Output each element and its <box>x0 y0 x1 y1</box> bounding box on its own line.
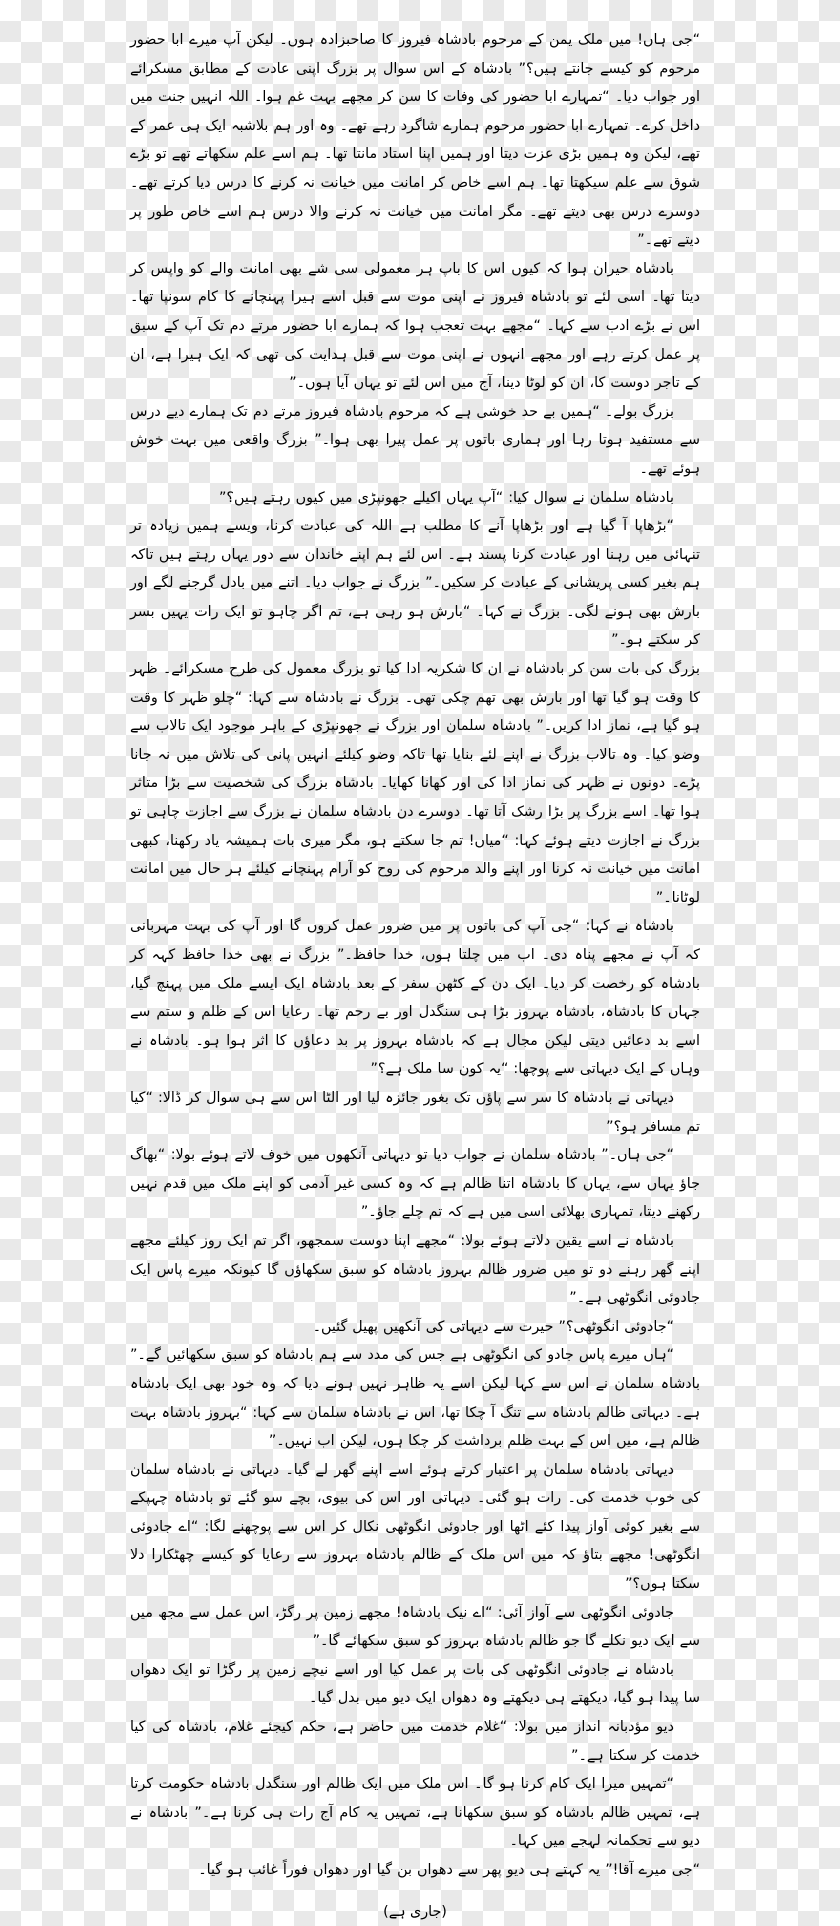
paragraph: “جادوئی انگوٹھی؟” حیرت سے دیہاتی کی آنکھیں پھیل گئیں۔ <box>312 1318 674 1335</box>
paragraph: بزرگ کی بات سن کر بادشاہ نے ان کا شکریہ ادا کیا تو بزرگ معمول کی طرح مسکرائے۔ ظہر کا وقت ہو گیا تھا اور بارش بھی تھم چکی تھی۔ بزرگ نے بادشاہ سے کہا: “چلو ظہر کا وقت ہو گیا ہے، نماز ادا کریں۔” بادشاہ سلمان اور بزرگ نے جھونپڑی کے باہر موجود ایک تالاب سے وضو کیا۔ وہ تالاب بزرگ نے اپنے لئے بنایا تھا تاکہ وضو کیلئے انہیں پانی کی تلاش میں نہ جانا پڑے۔ دونوں نے ظہر کی نماز ادا کی اور کھانا کھایا۔ بادشاہ بزرگ کی شخصیت سے بڑا متاثر ہوا تھا۔ اسے بزرگ پر بڑا رشک آتا تھا۔ دوسرے دن بادشاہ سلمان نے بزرگ سے اجازت چاہی تو بزرگ نے اجازت دیتے ہوئے کہا: “میاں! تم جا سکتے ہو، مگر میری بات ہمیشہ یاد رکھنا، کبھی امانت میں خیانت نہ کرنا اور اپنے والد مرحوم کی روح کو آرام پہنچانے کیلئے ہر حال میں امانت لوٹانا۔” <box>130 661 700 906</box>
paragraph: “ہاں میرے پاس جادو کی انگوٹھی ہے جس کی مدد سے ہم بادشاہ کو سبق سکھائیں گے۔” بادشاہ سلمان نے اس سے کہا لیکن اسے یہ ظاہر نہیں ہونے دیا کہ وہ خود بھی ایک بادشاہ ہے۔ دیہاتی ظالم بادشاہ سے تنگ آ چکا تھا، اس نے بادشاہ سلمان سے کہا: “بہروز بادشاہ بہت ظالم ہے، میں اس کے بہت ظلم برداشت کر چکا ہوں، لیکن اب نہیں۔” <box>130 1347 700 1450</box>
paragraph: دیو مؤدبانہ انداز میں بولا: “غلام خدمت میں حاضر ہے، حکم کیجئے غلام، بادشاہ کی کیا خدمت کر سکتا ہے۔” <box>130 1719 700 1764</box>
paragraph: بادشاہ نے کہا: “جی آپ کی باتوں پر میں ضرور عمل کروں گا اور آپ کی بہت مہربانی کہ آپ نے مجھے پناہ دی۔ اب میں چلتا ہوں، خدا حافظ۔” بزرگ نے بھی خدا حافظ کہہ کر بادشاہ کو رخصت کر دیا۔ ایک دن کے کٹھن سفر کے بعد بادشاہ ایک ایسے ملک میں پہنچ گیا، جہاں کا بادشاہ، بادشاہ بہروز بڑا ہی سنگدل اور بے رحم تھا۔ رعایا اس کے ظلم و ستم سے اسے بد دعائیں دیتی لیکن مجال ہے کہ بادشاہ بہروز پر بد دعاؤں کا اثر ہوا ہو۔ بادشاہ نے وہاں کے ایک دیہاتی سے پوچھا: “یہ کون سا ملک ہے؟” <box>130 918 700 1078</box>
paragraph: جادوئی انگوٹھی سے آواز آئی: “اے نیک بادشاہ! مجھے زمین پر رگڑ، اس عمل سے مجھ میں سے ایک دیو نکلے گا جو ظالم بادشاہ بہروز کو سبق سکھائے گا۔” <box>130 1604 700 1650</box>
story-body <box>130 26 700 1926</box>
paragraph: “جی میرے آقا!” یہ کہتے ہی دیو پھر سے دھواں بن گیا اور دھواں فوراً غائب ہو گیا۔ <box>198 1862 700 1878</box>
paragraph: دیہاتی نے بادشاہ کا سر سے پاؤں تک بغور جائزہ لیا اور الٹا اس سے ہی سوال کر ڈالا: “کیا تم مسافر ہو؟” <box>130 1089 700 1135</box>
to-be-continued-note: (جاری ہے) <box>383 1903 447 1920</box>
paragraph: بادشاہ نے اسے یقین دلاتے ہوئے بولا: “مجھے اپنا دوست سمجھو، اگر تم ایک روز کیلئے مجھے اپنے گھر رہنے دو تو میں ضرور ظالم بہروز بادشاہ کو سبق سکھاؤں گا کیونکہ میرے پاس ایک جادوئی انگوٹھی ہے۔” <box>130 1232 700 1307</box>
paragraph: دیہاتی بادشاہ سلمان پر اعتبار کرتے ہوئے اسے اپنے گھر لے گیا۔ دیہاتی نے بادشاہ سلمان کی خوب خدمت کی۔ رات ہو گئی۔ دیہاتی اور اس کی بیوی، بچے سو گئے تو بادشاہ چہپکے سے بغیر کوئی آواز پیدا کئے اٹھا اور جادوئی انگوٹھی نکال کر اس سے پوچھنے لگا: “اے جادوئی انگوٹھی! مجھے بتاؤ کہ میں اس ملک کے ظالم بادشاہ بہروز سے رعایا کو کیسے چھٹکارا دلا سکتا ہوں؟” <box>130 1461 700 1593</box>
paragraph: “بڑھاپا آ گیا ہے اور بڑھاپا آنے کا مطلب ہے اللہ کی عبادت کرنا، ویسے ہمیں زیادہ تر تنہائی میں رہنا اور عبادت کرنا پسند ہے۔ اس لئے ہم اپنے خاندان سے دور یہاں رہتے ہیں تاکہ ہم بغیر کسی پریشانی کے عبادت کر سکیں۔” بزرگ نے جواب دیا۔ اتنے میں بادل گرجنے لگے اور بارش بھی ہونے لگی۔ بزرگ نے کہا۔ “بارش ہو رہی ہے، تم اگر چاہو تو ایک رات یہیں بسر کر سکتے ہو۔” <box>130 518 700 649</box>
paragraph: “تمہیں میرا ایک کام کرنا ہو گا۔ اس ملک میں ایک ظالم اور سنگدل بادشاہ حکومت کرتا ہے، تمہیں ظالم بادشاہ کو سبق سکھانا ہے، تمہیں یہ کام آج رات ہی کرنا ہے۔” بادشاہ نے دیو سے تحکمانہ لہجے میں کہا۔ <box>130 1776 700 1850</box>
paragraph: بزرگ بولے۔ “ہمیں بے حد خوشی ہے کہ مرحوم بادشاہ فیروز مرتے دم تک ہمارے دیے درس سے مستفید ہوتا رہا اور ہماری باتوں پر عمل پیرا بھی ہوا۔” بزرگ واقعی میں بہت خوش ہوئے تھے۔ <box>130 403 700 477</box>
paragraph: بادشاہ سلمان نے سوال کیا: “آپ یہاں اکیلے جھونپڑی میں کیوں رہتے ہیں؟” <box>219 489 674 506</box>
paragraph: بادشاہ نے جادوئی انگوٹھی کی بات پر عمل کیا اور اسے نیچے زمین پر رگڑا تو ایک دھواں سا پیدا ہو گیا، دیکھتے ہی دیکھتے وہ دھواں ایک دیو میں بدل گیا۔ <box>130 1661 700 1707</box>
paragraph: “جی ہاں! میں ملک یمن کے مرحوم بادشاہ فیروز کا صاحبزادہ ہوں۔ لیکن آپ میرے ابا حضور مرحوم کو کیسے جانتے ہیں؟” بادشاہ کے اس سوال پر بزرگ اپنی عادت کے مطابق مسکرائے اور جواب دیا۔ “تمہارے ابا حضور کی وفات کا سن کر مجھے بہت غم ہوا۔ اللہ انہیں جنت میں داخل کرے۔ تمہارے ابا حضور مرحوم ہمارے شاگرد رہے تھے۔ وہ اور ہم بلاشبہ ایک ہی عمر کے تھے، لیکن وہ ہمیں بڑی عزت دیتا اور ہمیں اپنا استاد مانتا تھا۔ ہم اسے علم سکھاتے تھے تو بڑے شوق سے علم سیکھتا تھا۔ ہم اسے خاص کر امانت میں خیانت نہ کرنے کا درس دیا کرتے تھے۔ دوسرے درس بھی دیتے تھے۔ مگر امانت میں خیانت نہ کرنے والا درس ہم اسے خاص طور پر دیتے تھے۔” <box>130 32 700 249</box>
paragraph: “جی ہاں۔” بادشاہ سلمان نے جواب دیا تو دیہاتی آنکھوں میں خوف لاتے ہوئے بولا: “بھاگ جاؤ یہاں سے، یہاں کا بادشاہ اتنا ظالم ہے کہ وہ کسی غیر آدمی کو اپنے ملک میں قدم نہیں رکھنے دیتا، تمہاری بھلائی اسی میں ہے کہ تم چلے جاؤ۔” <box>130 1147 700 1221</box>
paragraph: بادشاہ حیران ہوا کہ کیوں اس کا باپ ہر معمولی سی شے بھی امانت والے کو واپس کر دیتا تھا۔ اسی لئے تو بادشاہ فیروز نے اپنی موت سے قبل اسے ہیرا پہنچانے کا کام سونپا تھا۔ اس نے بڑے ادب سے کہا۔ “مجھے بہت تعجب ہوا کہ ہمارے ابا حضور مرتے دم تک آپ کے سبق پر عمل کرتے رہے اور مجھے انہوں نے اپنی موت سے قبل ہدایت کی تھی کہ ایک ہیرا ہے، ان کے تاجر دوست کا، ان کو لوٹا دینا، آج میں اس لئے تو یہاں آیا ہوں۔” <box>130 260 700 392</box>
